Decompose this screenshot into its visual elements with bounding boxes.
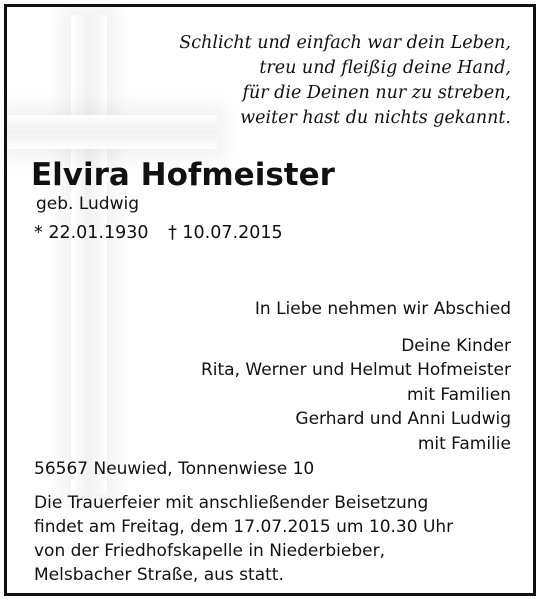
verse-line: für die Deinen nur zu streben, bbox=[242, 83, 511, 103]
funeral-notice bbox=[34, 491, 453, 587]
life-dates bbox=[34, 223, 283, 243]
funeral-line: Die Trauerfeier mit anschließender Beisetzung bbox=[34, 493, 429, 513]
family-address: 56567 Neuwied, Tonnenwiese 10 bbox=[34, 459, 315, 479]
death-date: † 10.07.2015 bbox=[168, 223, 283, 243]
funeral-line: findet am Freitag, dem 17.07.2015 um 10.30 Uhr bbox=[34, 517, 454, 537]
birth-date: * 22.01.1930 bbox=[34, 223, 149, 243]
mourner-line: Rita, Werner und Helmut Hofmeister bbox=[200, 360, 511, 380]
deceased-name: Elvira Hofmeister bbox=[31, 157, 335, 193]
mourner-line: Deine Kinder bbox=[401, 335, 511, 356]
verse-line: treu und fleißig deine Hand, bbox=[259, 58, 511, 78]
mourners-block bbox=[201, 297, 511, 456]
mourner-line: mit Familien bbox=[407, 384, 511, 405]
cross-vertical-beam bbox=[71, 15, 107, 495]
memorial-verse bbox=[171, 31, 511, 131]
mourner-line: mit Familie bbox=[417, 433, 511, 454]
verse-line: Schlicht und einfach war dein Leben, bbox=[179, 33, 511, 53]
funeral-line: Melsbacher Straße, aus statt. bbox=[34, 565, 284, 585]
birth-name: geb. Ludwig bbox=[36, 194, 140, 214]
funeral-line: von der Friedhofskapelle in Niederbieber, bbox=[34, 541, 385, 561]
verse-line: weiter hast du nichts gekannt. bbox=[240, 108, 511, 128]
farewell-line: In Liebe nehmen wir Abschied bbox=[254, 299, 511, 319]
mourner-line: Gerhard und Anni Ludwig bbox=[295, 409, 511, 429]
obituary-frame bbox=[4, 4, 536, 596]
